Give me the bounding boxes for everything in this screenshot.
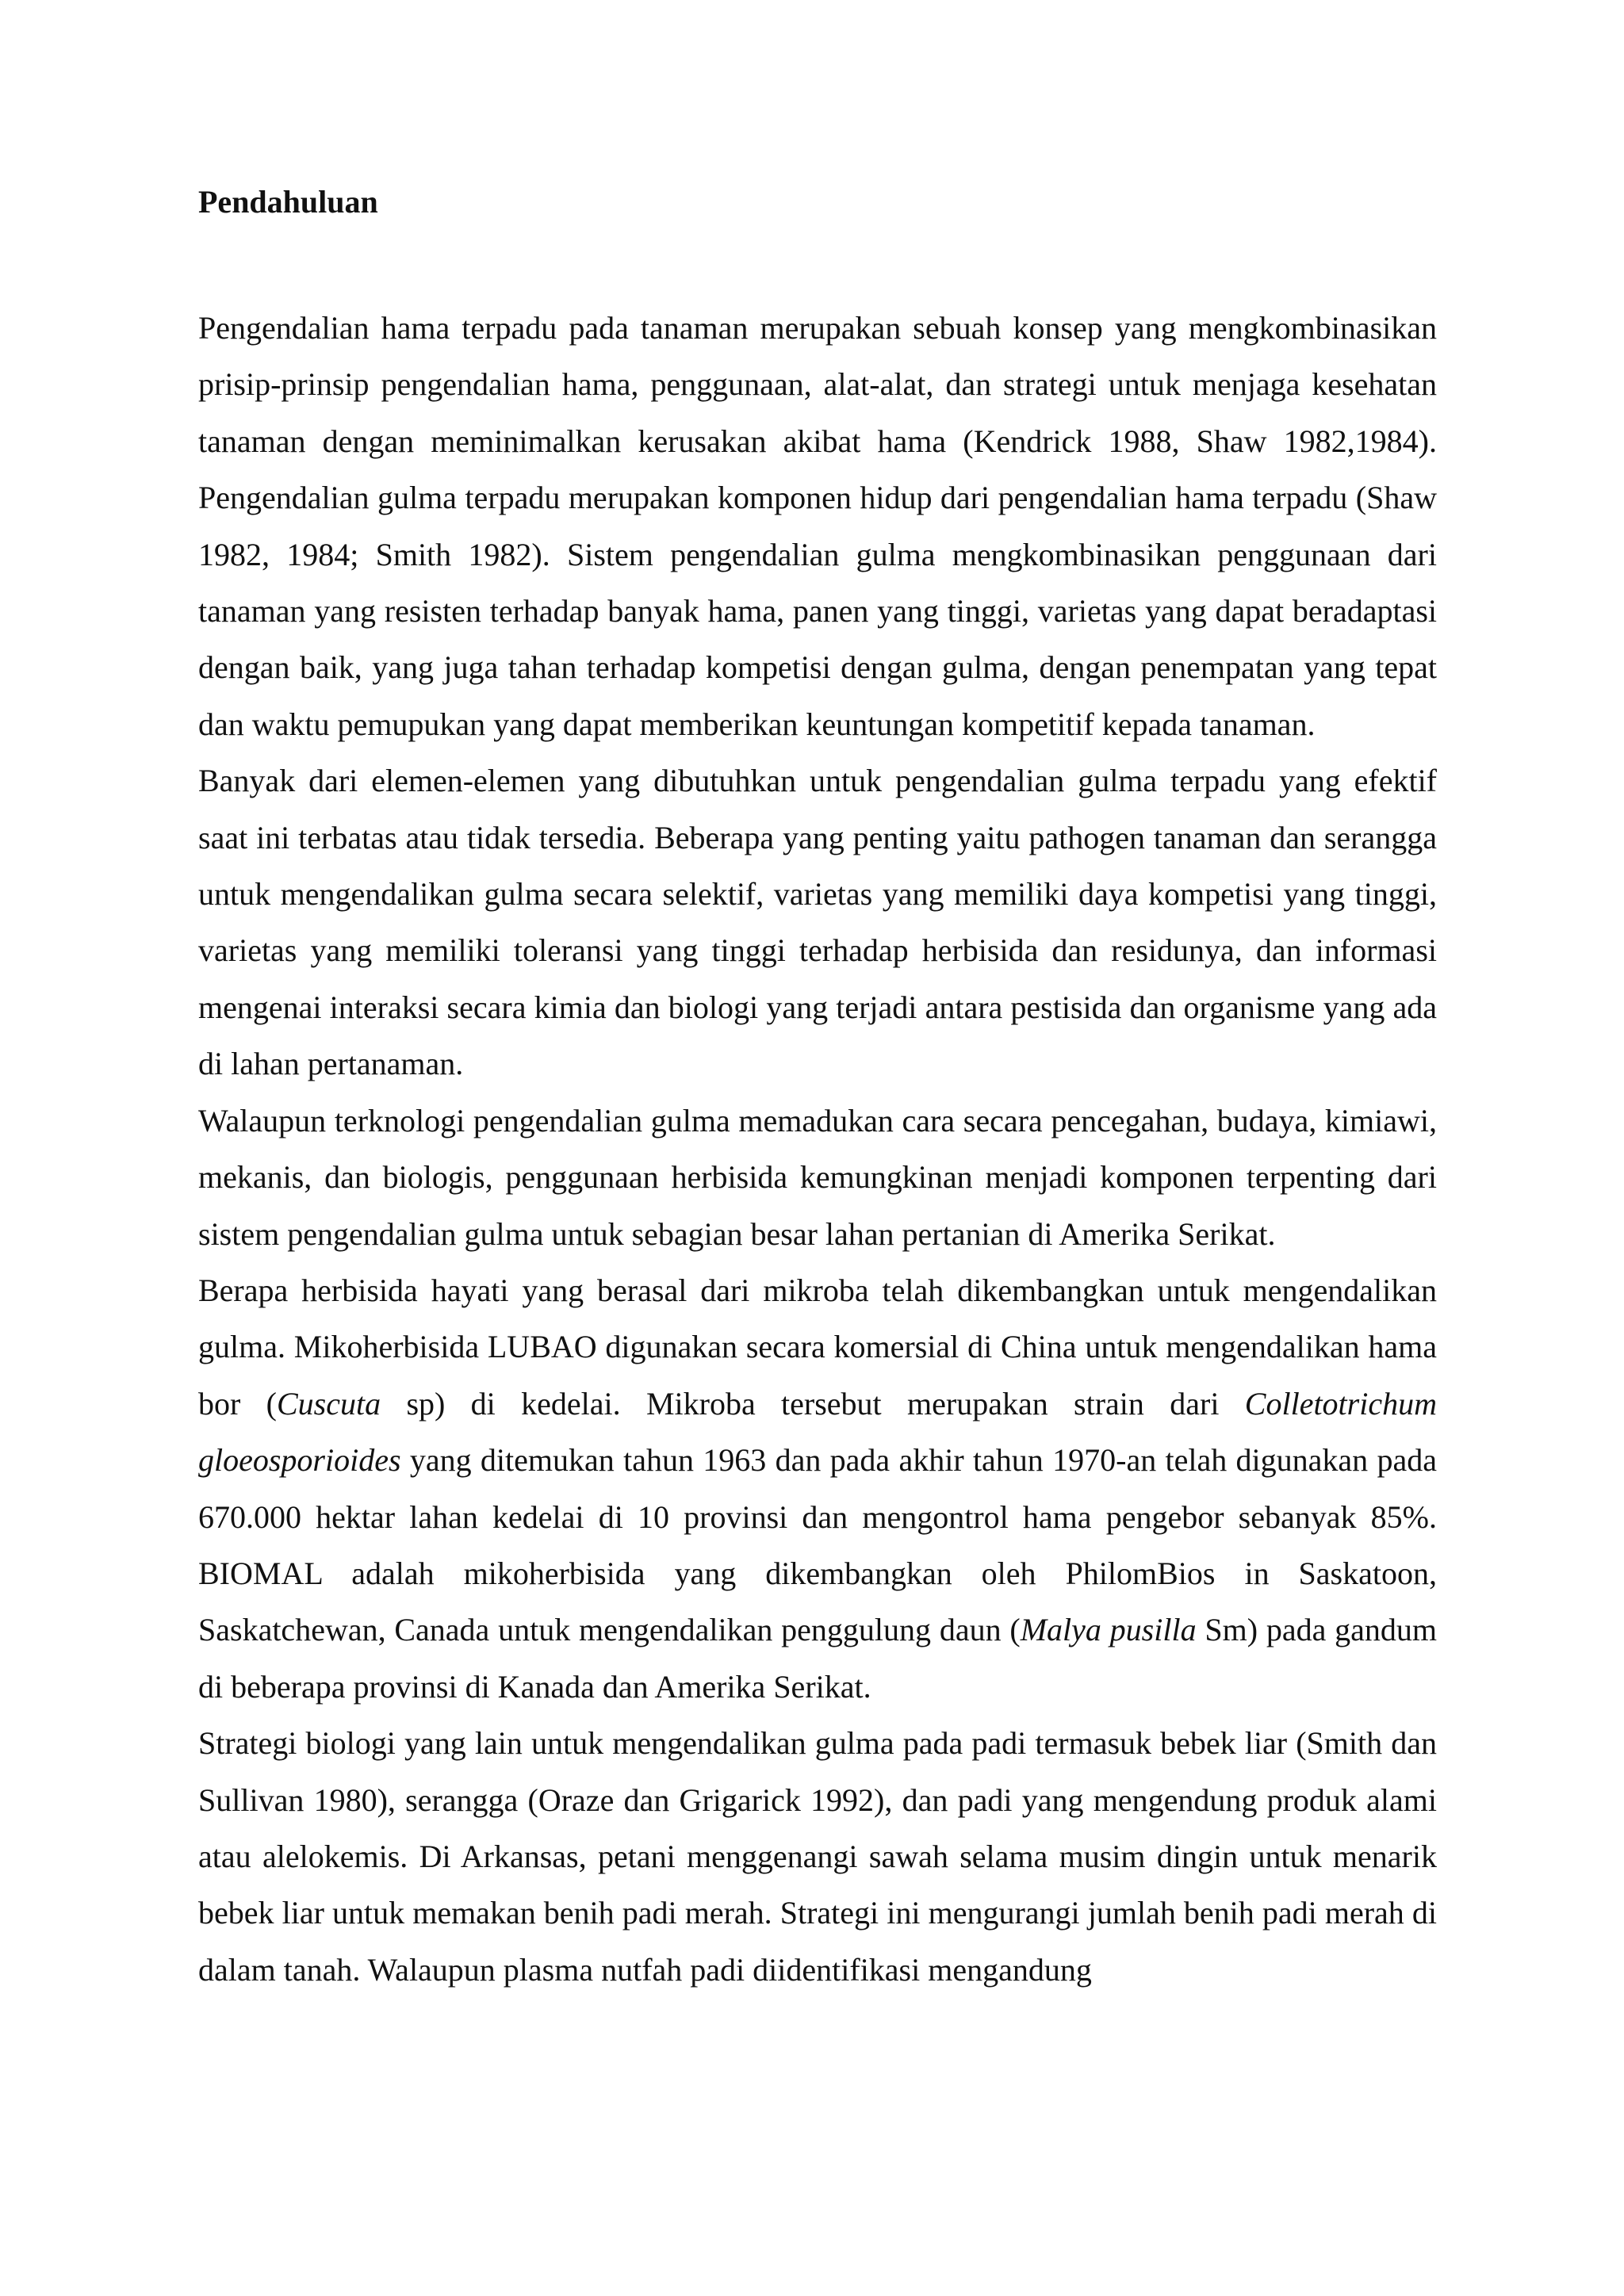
paragraph-text: Sm) pada gandum di beberapa provinsi di Kanada dan Amerika Serikat. xyxy=(198,1612,1438,1705)
paragraph-5 xyxy=(198,1715,1437,1998)
paragraph-text: Banyak dari elemen-elemen yang dibutuhkan untuk pengendalian gulma terpadu yang efektif saat ini terbatas atau tidak tersedia. Beberapa yang penting yaitu pathogen tanaman dan serangga untuk mengendalikan gulma secara selektif, varietas yang memiliki daya kompetisi yang tinggi, varietas yang memiliki toleransi yang tinggi terhadap herbisida dan residunya, dan informasi mengenai interaksi secara kimia dan biologi yang terjadi antara pestisida dan organisme yang ada di lahan pertanaman. xyxy=(198,763,1437,1082)
paragraph-1 xyxy=(198,300,1437,752)
paragraph-2 xyxy=(198,752,1437,1092)
paragraph-container xyxy=(198,300,1437,1998)
italic-term: Malya pusilla xyxy=(1020,1612,1197,1648)
paragraph-text: Walaupun terknologi pengendalian gulma memadukan cara secara pencegahan, budaya, kimiawi, mekanis, dan biologis, penggunaan herbisida kemungkinan menjadi komponen terpenting dari sistem pengendalian gulma untuk sebagian besar lahan pertanian di Amerika Serikat. xyxy=(198,1102,1437,1252)
document-body xyxy=(198,182,1437,1998)
paragraph-3 xyxy=(198,1093,1437,1262)
paragraph-4 xyxy=(198,1262,1437,1715)
paragraph-text: Berapa herbisida hayati yang berasal dari mikroba telah dikembangkan untuk mengendalikan gulma. Mikoherbisida LUBAO digunakan secara komersial di China untuk mengendalikan hama bor ( xyxy=(198,1272,1437,1422)
paragraph-text: sp) di kedelai. Mikroba tersebut merupakan strain dari xyxy=(381,1385,1245,1422)
paragraph-text: yang ditemukan tahun 1963 dan pada akhir tahun 1970-an telah digunakan pada 670.000 hektar lahan kedelai di 10 provinsi dan mengontrol hama pengebor sebanyak 85%. BIOMAL adalah mikoherbisida yang dikembangkan oleh PhilomBios in Saskatoon, Saskatchewan, Canada untuk mengendalikan penggulung daun ( xyxy=(198,1442,1437,1648)
italic-term: Colletotrichum gloeosporioides xyxy=(198,1385,1437,1479)
paragraph-text: Pengendalian hama terpadu pada tanaman merupakan sebuah konsep yang mengkombinasikan prisip-prinsip pengendalian hama, penggunaan, alat-alat, dan strategi untuk menjaga kesehatan tanaman dengan meminimalkan kerusakan akibat hama (Kendrick 1988, Shaw 1982,1984). Pengendalian gulma terpadu merupakan komponen hidup dari pengendalian hama terpadu (Shaw 1982, 1984; Smith 1982). Sistem pengendalian gulma mengkombinasikan penggunaan dari tanaman yang resisten terhadap banyak hama, panen yang tinggi, varietas yang dapat beradaptasi dengan baik, yang juga tahan terhadap kompetisi dengan gulma, dengan penempatan yang tepat dan waktu pemupukan yang dapat memberikan keuntungan kompetitif kepada tanaman. xyxy=(198,310,1437,742)
section-heading: Pendahuluan xyxy=(198,184,378,220)
paragraph-text: Strategi biologi yang lain untuk mengendalikan gulma pada padi termasuk bebek liar (Smith dan Sullivan 1980), serangga (Oraze dan Grigarick 1992), dan padi yang mengendung produk alami atau alelokemis. Di Arkansas, petani menggenangi sawah selama musim dingin untuk menarik bebek liar untuk memakan benih padi merah. Strategi ini mengurangi jumlah benih padi merah di dalam tanah. Walaupun plasma nutfah padi diidentifikasi mengandung xyxy=(198,1725,1437,1988)
italic-term: Cuscuta xyxy=(276,1385,381,1422)
